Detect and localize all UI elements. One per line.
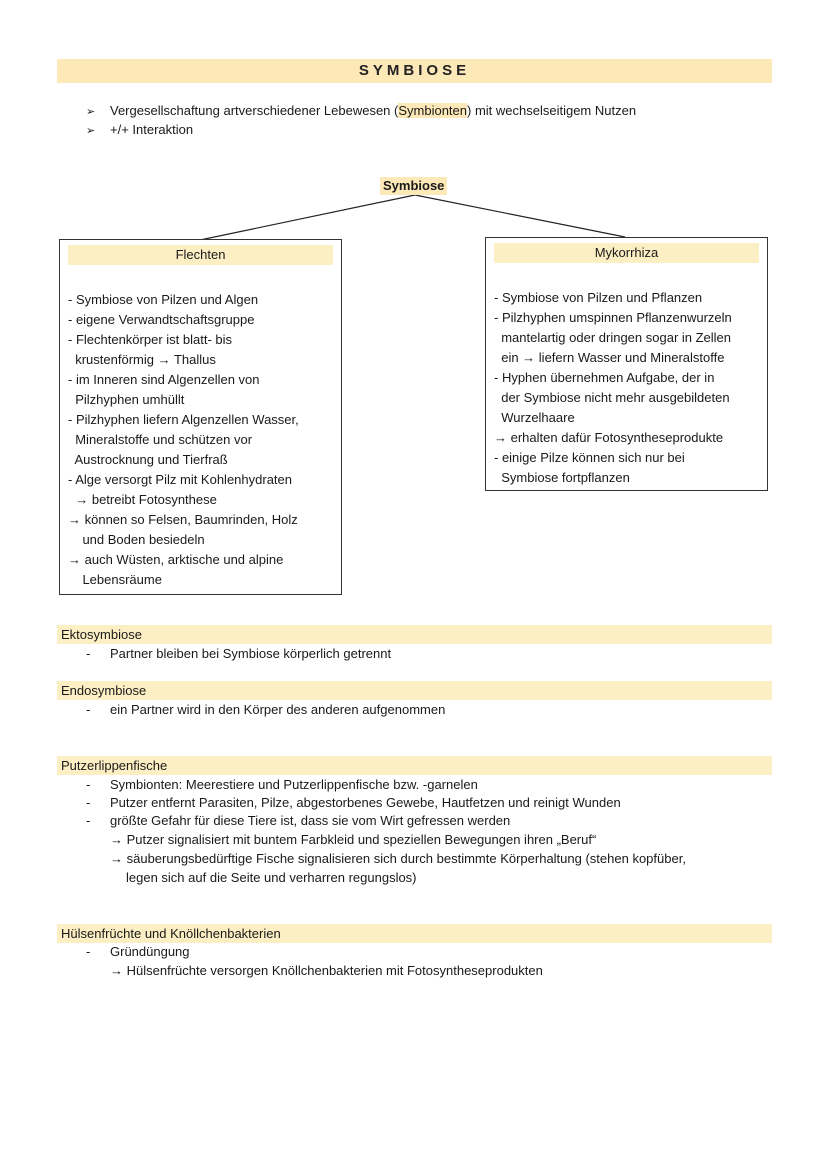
box-line: - Symbiose von Pilzen und Algen — [68, 292, 259, 307]
huelsen-text: Gründüngung — [110, 944, 190, 959]
putzer-subitem: → säuberungsbedürftige Fische signalisieren sich durch bestimmte Körperhaltung (stehen kopfüber, — [110, 851, 686, 866]
box-line: - Alge versorgt Pilz mit Kohlenhydraten — [68, 472, 292, 487]
box-line: - eigene Verwandtschaftsgruppe — [68, 312, 255, 327]
box-line: → auch Wüsten, arktische und alpine — [68, 552, 284, 567]
box-line: und Boden besiedeln — [68, 532, 205, 547]
box-line: krustenförmig → Thallus — [68, 352, 216, 367]
endo-item — [86, 701, 445, 720]
flechten-heading: Flechten — [68, 245, 333, 265]
bullet-arrow-icon: ➢ — [86, 125, 96, 137]
symbionten-highlight: Symbionten — [398, 103, 467, 118]
box-line: ein → liefern Wasser und Mineralstoffe — [494, 350, 725, 365]
endo-heading: Endosymbiose — [61, 683, 147, 698]
ekto-bar — [57, 625, 772, 644]
putzer-subitem: legen sich auf die Seite und verharren regungslos) — [126, 870, 417, 885]
box-line: Wurzelhaare — [494, 410, 575, 425]
bullet-arrow-icon: ➢ — [86, 106, 96, 118]
mykorrhiza-heading: Mykorrhiza — [494, 243, 759, 263]
box-line: Mineralstoffe und schützen vor — [68, 432, 253, 447]
box-line: - im Inneren sind Algenzellen von — [68, 372, 260, 387]
connector-left — [200, 195, 415, 240]
box-line: → betreibt Fotosynthese — [68, 492, 217, 507]
putzer-item — [86, 794, 621, 813]
intro-text-after: ) mit wechselseitigem Nutzen — [467, 103, 637, 118]
interaction-text: +/+ Interaktion — [110, 122, 194, 137]
dash-marker: - — [86, 777, 91, 792]
box-line: Symbiose fortpflanzen — [494, 470, 630, 485]
dash-marker: - — [86, 646, 91, 661]
ekto-heading: Ektosymbiose — [61, 627, 142, 642]
page-title: SYMBIOSE — [358, 62, 471, 79]
mykorrhiza-list — [494, 288, 767, 488]
flechten-list — [68, 290, 341, 590]
putzer-text: Putzer entfernt Parasiten, Pilze, abgestorbenes Gewebe, Hautfetzen und reinigt Wunden — [110, 795, 621, 810]
box-line: - Pilzhyphen liefern Algenzellen Wasser, — [68, 412, 299, 427]
box-line: Lebensräume — [68, 572, 162, 587]
box-line: der Symbiose nicht mehr ausgebildeten — [494, 390, 730, 405]
box-line: Pilzhyphen umhüllt — [68, 392, 185, 407]
box-line: → können so Felsen, Baumrinden, Holz — [68, 512, 298, 527]
dash-marker: - — [86, 813, 91, 828]
ekto-text: Partner bleiben bei Symbiose körperlich getrennt — [110, 646, 392, 661]
flechten-box — [59, 239, 342, 595]
connector-right — [415, 195, 625, 237]
putzer-subitem: → Putzer signalisiert mit buntem Farbkleid und speziellen Bewegungen ihren „Beruf“ — [110, 832, 597, 847]
endo-text: ein Partner wird in den Körper des anderen aufgenommen — [110, 702, 446, 717]
endo-bar — [57, 681, 772, 700]
intro-text-before: Vergesellschaftung artverschiedener Lebewesen ( — [110, 103, 399, 118]
box-line: - Pilzhyphen umspinnen Pflanzenwurzeln — [494, 310, 732, 325]
putzer-text: größte Gefahr für diese Tiere ist, dass sie vom Wirt gefressen werden — [110, 813, 511, 828]
huelsen-heading: Hülsenfrüchte und Knöllchenbakterien — [61, 926, 281, 941]
diagram-root-label: Symbiose — [380, 177, 447, 195]
mykorrhiza-box — [485, 237, 768, 491]
putzer-heading: Putzerlippenfische — [61, 758, 168, 773]
box-line: - Symbiose von Pilzen und Pflanzen — [494, 290, 703, 305]
dash-marker: - — [86, 702, 91, 717]
huelsen-subitem: → Hülsenfrüchte versorgen Knöllchenbakterien mit Fotosyntheseprodukten — [110, 963, 543, 978]
box-line: → erhalten dafür Fotosyntheseprodukte — [494, 430, 724, 445]
box-line: - einige Pilze können sich nur bei — [494, 450, 685, 465]
box-line: mantelartig oder dringen sogar in Zellen — [494, 330, 732, 345]
ekto-item — [86, 645, 391, 664]
box-line: - Flechtenkörper ist blatt- bis — [68, 332, 233, 347]
huelsen-item — [86, 943, 190, 962]
dash-marker: - — [86, 795, 91, 810]
dash-marker: - — [86, 944, 91, 959]
putzer-item — [86, 812, 510, 831]
putzer-text: Symbionten: Meerestiere und Putzerlippenfische bzw. -garnelen — [110, 777, 478, 792]
putzer-item — [86, 776, 478, 795]
box-line: Austrocknung und Tierfraß — [68, 452, 228, 467]
box-line: - Hyphen übernehmen Aufgabe, der in — [494, 370, 715, 385]
